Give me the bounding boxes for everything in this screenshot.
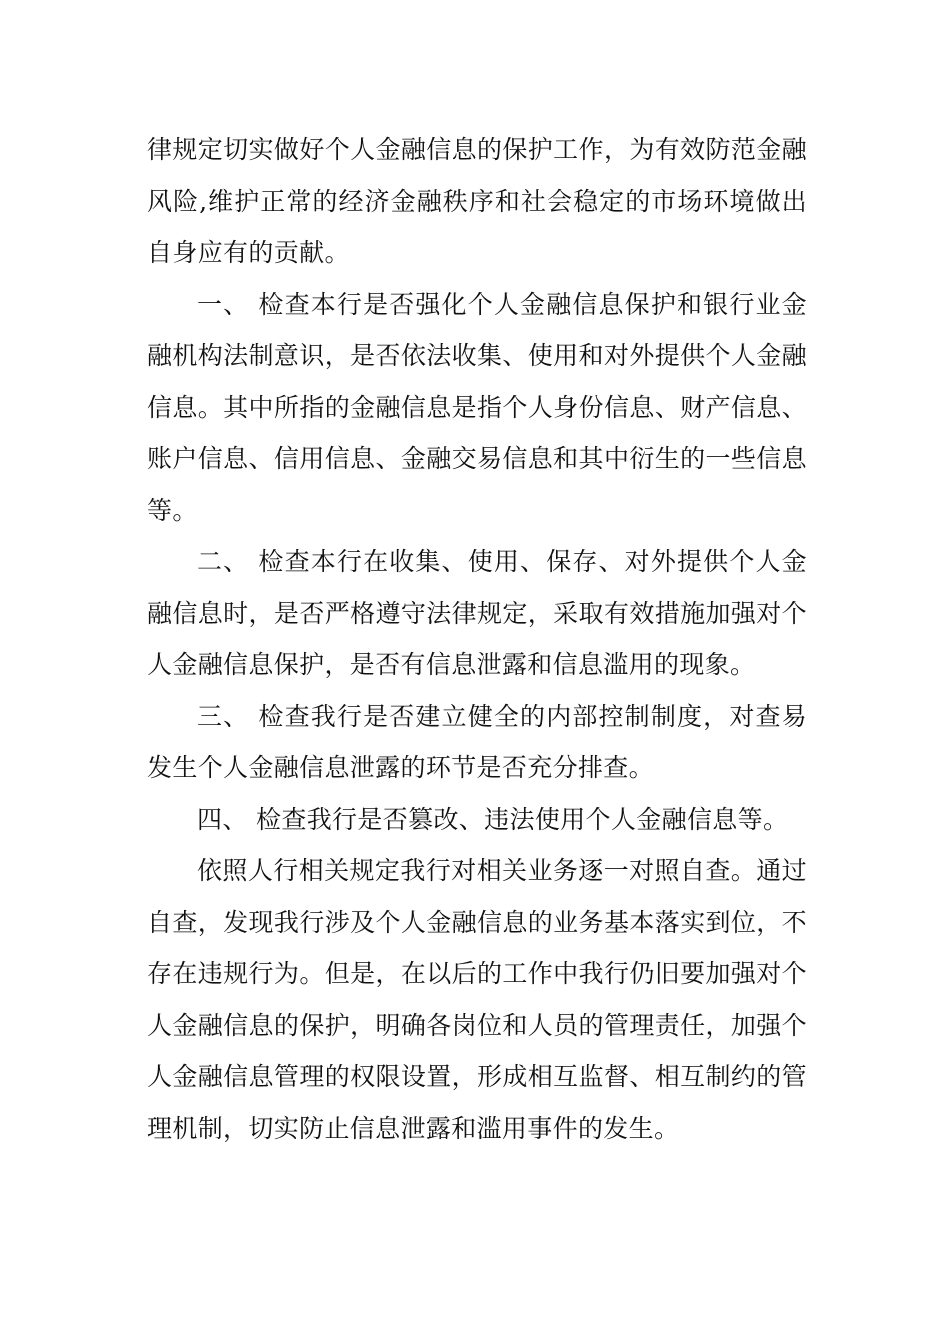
paragraph-item-4: 四、 检查我行是否篡改、违法使用个人金融信息等。: [197, 804, 789, 834]
document-body: [147, 124, 807, 1154]
paragraph-item-2: 二、 检查本行在收集、使用、保存、对外提供个人金融信息时，是否严格遵守法律规定，采取有效措施加强对个人金融信息保护，是否有信息泄露和信息滥用的现象。: [147, 547, 807, 679]
paragraph-continuation: 律规定切实做好个人金融信息的保护工作，为有效防范金融风险,维护正常的经济金融秩序和社会稳定的市场环境做出自身应有的贡献。: [147, 135, 807, 267]
paragraph-conclusion: 依照人行相关规定我行对相关业务逐一对照自查。通过自查，发现我行涉及个人金融信息的业务基本落实到位，不存在违规行为。但是，在以后的工作中我行仍旧要加强对个人金融信息的保护，明确各岗位和人员的管理责任，加强个人金融信息管理的权限设置，形成相互监督、相互制约的管理机制，切实防止信息泄露和滥用事件的发生。: [147, 856, 807, 1143]
paragraph-item-3: 三、 检查我行是否建立健全的内部控制制度，对查易发生个人金融信息泄露的环节是否充分排查。: [147, 701, 807, 782]
paragraph-item-1: 一、 检查本行是否强化个人金融信息保护和银行业金融机构法制意识，是否依法收集、使用和对外提供个人金融信息。其中所指的金融信息是指个人身份信息、财产信息、账户信息、信用信息、金融交易信息和其中衍生的一些信息等。: [147, 289, 807, 525]
